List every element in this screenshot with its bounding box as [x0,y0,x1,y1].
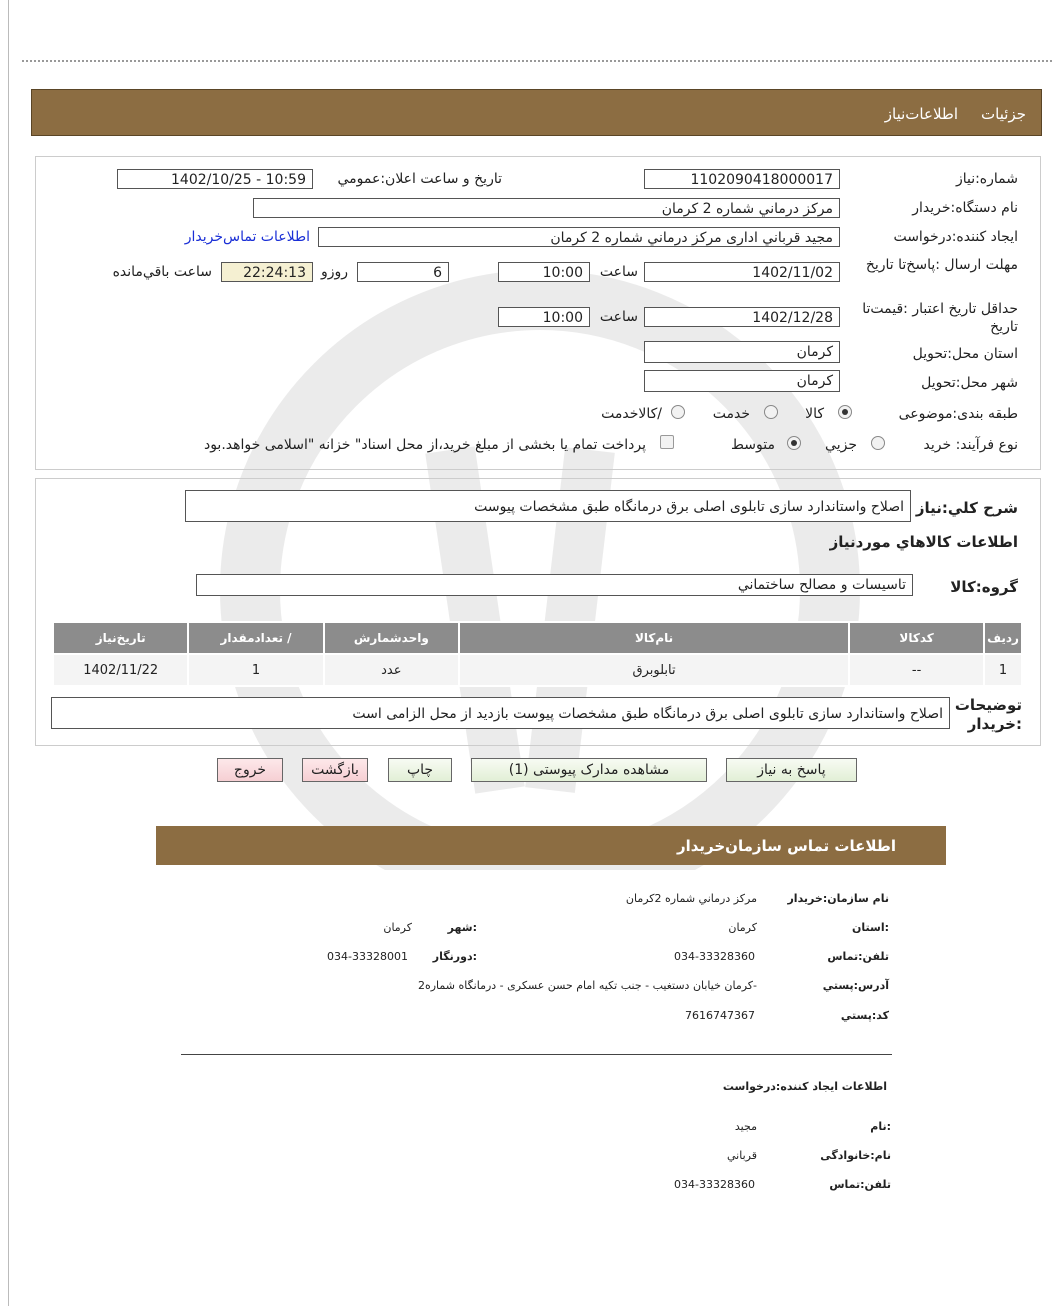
contact-city: کرمان [383,921,412,934]
contact-org: مرکز درماني شماره 2کرمان [625,892,757,905]
category-goods-label: کالا [805,406,824,422]
need-number-label: شماره:نیاز [955,171,1018,187]
contact-org-label: نام سازمان:خریدار [787,892,889,905]
col-code: کدکالا [849,622,984,654]
creator-family: قرباني [727,1149,757,1162]
col-name: نام‌کالا [459,622,849,654]
contact-phone-label: تلفن:تماس [827,950,889,963]
need-number-field: 1102090418000017 [644,169,840,189]
creator-label: ایجاد کننده:درخواست [893,229,1018,245]
contact-phone: 034-33328360 [674,950,755,963]
category-label: طبقه بندی:موضوعی [898,406,1018,422]
creator-phone: 034-33328360 [674,1178,755,1191]
col-quantity: / تعدادمقدار [188,622,323,654]
process-medium-label: متوسط [731,437,775,453]
contact-postal-label: کد:پستي [840,1009,889,1022]
creator-name-label: :نام [870,1120,891,1133]
validity-time-field: 10:00 [498,307,590,327]
contact-province-label: :استان [852,921,889,934]
goods-group-field: تاسیسات و مصالح ساختماني [196,574,913,596]
back-button[interactable]: بازگشت [302,758,368,782]
goods-table [52,621,1023,687]
category-service-radio[interactable] [764,405,778,419]
reply-button[interactable]: پاسخ به نیاز [726,758,857,782]
remaining-time-field: 22:24:13 [221,262,313,282]
col-need-date: تاریخ‌نیاز [53,622,188,654]
process-minor-label: جزیي [825,437,857,453]
process-medium-radio[interactable] [787,436,801,450]
tab-need-info[interactable]: اطلاعات‌نیاز [884,105,958,123]
contact-address-label: آدرس:پستي [822,979,889,992]
deadline-time-label: ساعت [599,264,638,280]
days-field: 6 [357,262,449,282]
creator-phone-label: تلفن:تماس [829,1178,891,1191]
process-label: نوع فرآیند: خرید [923,437,1018,453]
deadline-date-field: 1402/11/02 [644,262,840,282]
province-label: استان محل:تحویل [912,346,1018,362]
table-row [53,654,1022,686]
cell-name: تابلوبرق [459,654,849,686]
announce-date-field: 1402/10/25 - 10:59 [117,169,313,189]
goods-group-label: گروه:کالا [950,578,1018,596]
cell-quantity: 1 [188,654,323,686]
goods-info-title: اطلاعات کالاهاي موردنیاز [829,533,1018,551]
contact-address: -کرمان خیابان دستغیب - جنب تکیه امام حسن عسکری - درمانگاه شماره2 [417,979,757,992]
contact-fax: 034-33328001 [327,950,408,963]
deadline-time-field: 10:00 [498,262,590,282]
cell-code: -- [849,654,984,686]
contact-fax-label: :دورنگار [432,950,477,963]
contact-divider [181,1054,892,1055]
validity-date-field: 1402/12/28 [644,307,840,327]
col-row: ردیف [984,622,1022,654]
creator-name: مجید [734,1120,757,1133]
top-dotted-divider [22,60,1052,62]
creator-family-label: نام:خانوادگی [820,1149,891,1162]
exit-button[interactable]: خروج [217,758,283,782]
city-label: شهر محل:تحویل [921,375,1018,391]
contact-postal: 7616747367 [685,1009,755,1022]
view-documents-button[interactable]: مشاهده مدارک پیوستی (1) [471,758,707,782]
buyer-org-field: مرکز درماني شماره 2 کرمان [253,198,840,218]
category-service-label: خدمت [712,406,750,422]
remaining-label: ساعت باقي‌مانده [112,264,212,280]
goods-table-header [53,622,1022,654]
treasury-payment-checkbox[interactable] [660,435,674,449]
deadline-label: مهلت ارسال :پاسخ‌تا تاریخ [865,257,1018,273]
process-minor-radio[interactable] [871,436,885,450]
page-left-border [8,0,9,1306]
contact-city-label: :شهر [447,921,477,934]
general-desc-label: شرح کلي:نیاز [915,499,1018,517]
contact-province: کرمان [728,921,757,934]
print-button[interactable]: چاپ [388,758,452,782]
announce-label: تاریخ و ساعت اعلان:عمومي [337,171,502,187]
cell-need-date: 1402/11/22 [53,654,188,686]
validity-label: حداقل تاریخ اعتبار :قیمت‌تا تاریخ [862,301,1018,335]
category-goods-radio[interactable] [838,405,852,419]
cell-row: 1 [984,654,1022,686]
buyer-contact-link[interactable]: اطلاعات تماس‌خریدار [184,229,310,245]
category-goods-service-radio[interactable] [671,405,685,419]
treasury-payment-note: پرداخت تمام یا بخشی از مبلغ خرید،از محل اسناد" خزانه "اسلامی خواهد.بود [203,437,646,453]
city-field: کرمان [644,370,840,392]
creator-info-title: اطلاعات ایجاد کننده:درخواست [722,1080,887,1093]
buyer-org-label: نام دستگاه:خریدار [912,200,1018,216]
cell-unit: عدد [324,654,459,686]
days-label: روزو [320,264,348,280]
province-field: کرمان [644,341,840,363]
category-goods-service-label: /کالاخدمت [601,406,662,422]
tab-details[interactable]: جزئیات [981,105,1026,123]
buyer-notes-label: توضیحات :خریدار [954,696,1022,733]
contact-title: اطلاعات تماس سازمان‌خریدار [676,837,896,855]
col-unit: واحدشمارش [324,622,459,654]
buyer-notes-field: اصلاح واستاندارد سازی تابلوی اصلی برق درمانگاه طبق مشخصات پیوست بازدید از محل الزامی است [51,697,950,729]
creator-field: مجید قرباني اداری مرکز درماني شماره 2 کرمان [318,227,840,247]
validity-time-label: ساعت [599,309,638,325]
general-desc-field: اصلاح واستاندارد سازی تابلوی اصلی برق درمانگاه طبق مشخصات پیوست [185,490,911,522]
